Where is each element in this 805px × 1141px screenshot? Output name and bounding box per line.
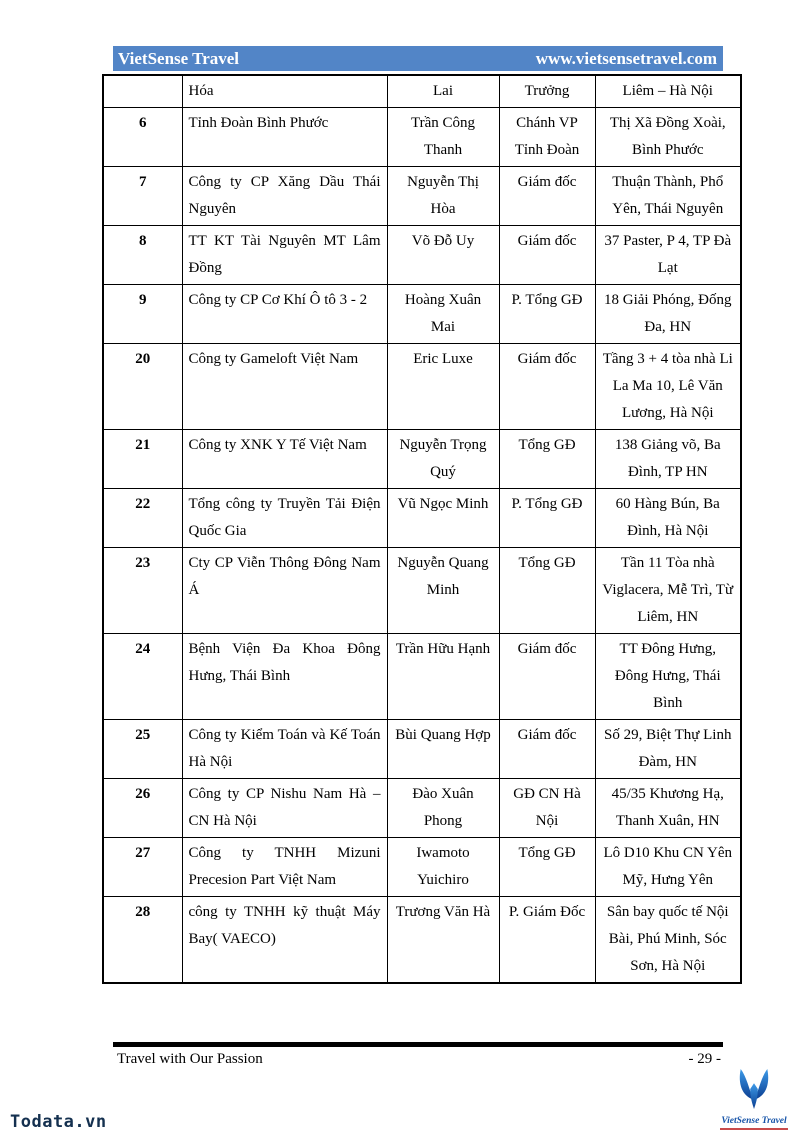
cell-address: Tầng 3 + 4 tòa nhà Li La Ma 10, Lê Văn Lương, Hà Nội <box>595 344 741 430</box>
table-row <box>103 285 741 344</box>
cell-contact: Nguyễn Quang Minh <box>387 548 499 634</box>
website-link[interactable]: www.vietsensetravel.com <box>535 48 717 68</box>
cell-company: Hóa <box>182 75 387 108</box>
table-row <box>103 226 741 285</box>
cell-title: Giám đốc <box>499 226 595 285</box>
cell-address: Thuận Thành, Phổ Yên, Thái Nguyên <box>595 167 741 226</box>
cell-contact: Vũ Ngọc Minh <box>387 489 499 548</box>
cell-company: Công ty XNK Y Tế Việt Nam <box>182 430 387 489</box>
table-row <box>103 108 741 167</box>
logo-underline <box>720 1128 788 1130</box>
cell-contact: Võ Đỗ Uy <box>387 226 499 285</box>
cell-company: công ty TNHH kỹ thuật Máy Bay( VAECO) <box>182 897 387 984</box>
cell-address: Tần 11 Tòa nhà Viglacera, Mễ Trì, Từ Liêm, HN <box>595 548 741 634</box>
cell-num: 25 <box>103 720 182 779</box>
cell-num: 28 <box>103 897 182 984</box>
table-row <box>103 344 741 430</box>
cell-title: Chánh VP Tỉnh Đoàn <box>499 108 595 167</box>
cell-contact: Hoàng Xuân Mai <box>387 285 499 344</box>
page-number: - 29 - <box>688 1051 721 1067</box>
cell-company: Tỉnh Đoàn Bình Phước <box>182 108 387 167</box>
logo-text: VietSense Travel <box>721 1116 787 1126</box>
cell-title: Tổng GĐ <box>499 838 595 897</box>
cell-num: 9 <box>103 285 182 344</box>
table-row <box>103 897 741 984</box>
cell-address: 37 Paster, P 4, TP Đà Lạt <box>595 226 741 285</box>
table-row <box>103 838 741 897</box>
cell-title: Tổng GĐ <box>499 430 595 489</box>
cell-num: 24 <box>103 634 182 720</box>
cell-title: Giám đốc <box>499 720 595 779</box>
cell-contact: Đào Xuân Phong <box>387 779 499 838</box>
cell-title: P. Tổng GĐ <box>499 285 595 344</box>
table-row-continuation <box>103 75 741 108</box>
watermark-todata: Todata.vn <box>10 1112 107 1132</box>
cell-contact: Iwamoto Yuichiro <box>387 838 499 897</box>
cell-title: GĐ CN Hà Nội <box>499 779 595 838</box>
cell-address: 60 Hàng Bún, Ba Đình, Hà Nội <box>595 489 741 548</box>
cell-company: Bệnh Viện Đa Khoa Đông Hưng, Thái Bình <box>182 634 387 720</box>
cell-contact: Eric Luxe <box>387 344 499 430</box>
cell-contact: Bùi Quang Hợp <box>387 720 499 779</box>
cell-contact: Trần Hữu Hạnh <box>387 634 499 720</box>
cell-num: 27 <box>103 838 182 897</box>
cell-num: 22 <box>103 489 182 548</box>
cell-contact: Nguyễn Thị Hòa <box>387 167 499 226</box>
table-row <box>103 167 741 226</box>
table-row <box>103 720 741 779</box>
tulip-logo-icon <box>735 1068 773 1110</box>
table-body <box>103 75 741 983</box>
table-row <box>103 548 741 634</box>
cell-num: 26 <box>103 779 182 838</box>
cell-num <box>103 75 182 108</box>
table-row <box>103 430 741 489</box>
cell-contact: Trần Công Thanh <box>387 108 499 167</box>
cell-contact: Nguyễn Trọng Quý <box>387 430 499 489</box>
cell-num: 6 <box>103 108 182 167</box>
cell-company: Công ty Kiểm Toán và Kế Toán Hà Nội <box>182 720 387 779</box>
cell-title: Giám đốc <box>499 344 595 430</box>
cell-title: Tổng GĐ <box>499 548 595 634</box>
cell-company: Tổng công ty Truyền Tải Điện Quốc Gia <box>182 489 387 548</box>
cell-company: Công ty CP Xăng Dầu Thái Nguyên <box>182 167 387 226</box>
cell-address: Liêm – Hà Nội <box>595 75 741 108</box>
cell-title: Giám đốc <box>499 634 595 720</box>
cell-num: 8 <box>103 226 182 285</box>
footer-tagline: Travel with Our Passion <box>117 1051 263 1067</box>
cell-company: Công ty Gameloft Việt Nam <box>182 344 387 430</box>
cell-company: Công ty CP Nishu Nam Hà – CN Hà Nội <box>182 779 387 838</box>
page-header-band <box>113 46 723 71</box>
vietsense-logo <box>716 1068 792 1130</box>
cell-contact: Trương Văn Hà <box>387 897 499 984</box>
cell-address: Thị Xã Đồng Xoài, Bình Phước <box>595 108 741 167</box>
table-row <box>103 634 741 720</box>
cell-address: Lô D10 Khu CN Yên Mỹ, Hưng Yên <box>595 838 741 897</box>
cell-address: Số 29, Biệt Thự Linh Đàm, HN <box>595 720 741 779</box>
cell-num: 7 <box>103 167 182 226</box>
footer-divider <box>113 1042 723 1047</box>
cell-address: 138 Giảng võ, Ba Đình, TP HN <box>595 430 741 489</box>
table-row <box>103 489 741 548</box>
cell-company: Công ty CP Cơ Khí Ô tô 3 - 2 <box>182 285 387 344</box>
cell-num: 21 <box>103 430 182 489</box>
cell-company: Công ty TNHH Mizuni Precesion Part Việt Nam <box>182 838 387 897</box>
contacts-table <box>102 74 742 984</box>
cell-title: P. Tổng GĐ <box>499 489 595 548</box>
cell-contact: Lai <box>387 75 499 108</box>
cell-num: 20 <box>103 344 182 430</box>
cell-address: 18 Giải Phóng, Đống Đa, HN <box>595 285 741 344</box>
cell-title: Giám đốc <box>499 167 595 226</box>
table-row <box>103 779 741 838</box>
cell-company: TT KT Tài Nguyên MT Lâm Đồng <box>182 226 387 285</box>
cell-title: Trưởng <box>499 75 595 108</box>
cell-address: 45/35 Khương Hạ, Thanh Xuân, HN <box>595 779 741 838</box>
brand-title: VietSense Travel <box>118 48 240 68</box>
cell-title: P. Giám Đốc <box>499 897 595 984</box>
cell-company: Cty CP Viễn Thông Đông Nam Á <box>182 548 387 634</box>
cell-address: TT Đông Hưng, Đông Hưng, Thái Bình <box>595 634 741 720</box>
cell-num: 23 <box>103 548 182 634</box>
page-footer <box>113 1051 723 1068</box>
cell-address: Sân bay quốc tế Nội Bài, Phú Minh, Sóc Sơn, Hà Nội <box>595 897 741 984</box>
